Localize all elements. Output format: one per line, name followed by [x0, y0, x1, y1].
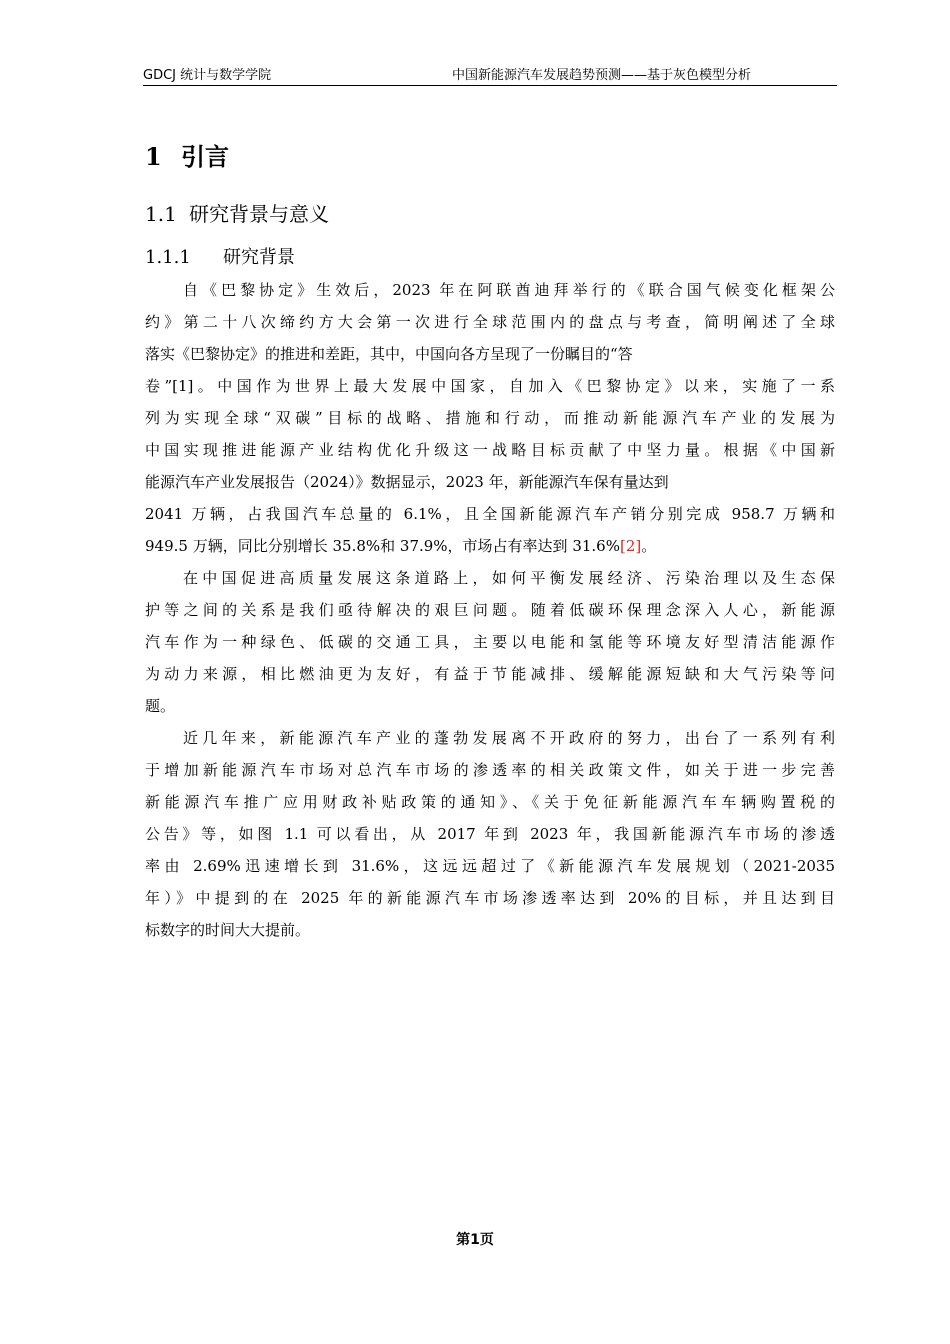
header-divider [143, 85, 837, 86]
running-header-title: 中国新能源汽车发展趋势预测——基于灰色模型分析 [452, 68, 752, 83]
text-line: 能源汽车产业发展报告（2024）》数据显示，2023 年，新能源汽车保有量达到 [145, 473, 669, 491]
paragraph-policy-support [145, 722, 835, 946]
text-line: 标数字的时间大大提前。 [145, 921, 311, 939]
text-line: 列为实现全球“双碳”目标的战略、措施和行动，而推动新能源汽车产业的发展为 [145, 409, 835, 427]
text-line: 率由 2.69%迅速增长到 31.6%，这远远超过了《新能源汽车发展规划（2021-2035 [145, 857, 835, 875]
paragraph-development-balance [145, 562, 835, 722]
section-heading [145, 140, 229, 174]
subsubsection-heading [145, 244, 295, 272]
text-line: 约》第二十八次缔约方大会第一次进行全球范围内的盘点与考查，简明阐述了全球 [145, 313, 835, 331]
subsection-title: 研究背景与意义 [189, 202, 329, 226]
text-line: 年）》中提到的在 2025 年的新能源汽车市场渗透率达到 20%的目标，并且达到目 [145, 889, 835, 907]
subsubsection-title: 研究背景 [223, 247, 295, 268]
subsection-number: 1.1 [145, 202, 177, 226]
citation-link[interactable]: [2] [619, 537, 642, 555]
text-line: 汽车作为一种绿色、低碳的交通工具，主要以电能和氢能等环境友好型清洁能源作 [145, 633, 835, 651]
running-header-institution: GDCJ 统计与数学学院 [143, 68, 272, 83]
text-line: 自《巴黎协定》生效后，2023 年在阿联酋迪拜举行的《联合国气候变化框架公 [183, 281, 835, 299]
text-fragment: 949.5 万辆，同比分别增长 35.8%和 37.9%，市场占有率达到 31.6% [145, 537, 620, 555]
text-line: 题。 [145, 697, 176, 715]
section-title: 引言 [181, 142, 229, 171]
text-line: 公告》等，如图 1.1 可以看出，从 2017 年到 2023 年，我国新能源汽车市场的渗透 [145, 825, 835, 843]
text-line [145, 530, 835, 562]
text-line: 护等之间的关系是我们亟待解决的艰巨问题。随着低碳环保理念深入人心，新能源 [145, 601, 835, 619]
subsubsection-number: 1.1.1 [145, 247, 191, 268]
text-line: 2041 万辆，占我国汽车总量的 6.1%，且全国新能源汽车产销分别完成 958.7 万辆和 [145, 505, 835, 523]
text-line: 为动力来源，相比燃油更为友好，有益于节能减排、缓解能源短缺和大气污染等问 [145, 665, 835, 683]
paragraph-research-background [145, 274, 835, 562]
section-number: 1 [145, 142, 162, 171]
subsection-heading [145, 199, 329, 229]
page-number: 第1页 [456, 1232, 494, 1248]
text-line: 于增加新能源汽车市场对总汽车市场的渗透率的相关政策文件，如关于进一步完善 [145, 761, 835, 779]
text-line: 近几年来，新能源汽车产业的蓬勃发展离不开政府的努力，出台了一系列有利 [183, 729, 835, 747]
text-line: 新能源汽车推广应用财政补贴政策的通知》、《关于免征新能源汽车车辆购置税的 [145, 793, 835, 811]
text-line: 在中国促进高质量发展这条道路上，如何平衡发展经济、污染治理以及生态保 [183, 569, 835, 587]
text-fragment: 。 [641, 537, 657, 555]
text-line: 中国实现推进能源产业结构优化升级这一战略目标贡献了中坚力量。根据《中国新 [145, 441, 835, 459]
text-line: 卷”[1]。中国作为世界上最大发展中国家，自加入《巴黎协定》以来，实施了一系 [145, 377, 835, 395]
text-line: 落实《巴黎协定》的推进和差距，其中，中国向各方呈现了一份瞩目的“答 [145, 345, 633, 363]
